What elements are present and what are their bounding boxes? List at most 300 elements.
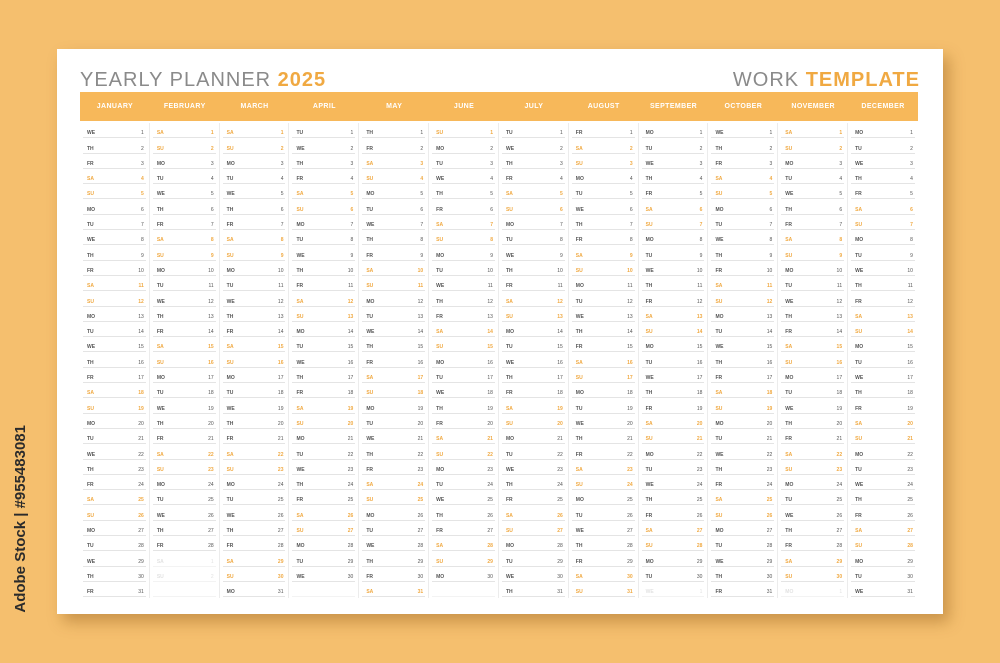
weekday-label: MO	[505, 543, 515, 550]
weekday-label: TU	[296, 451, 304, 458]
weekday-label: SA	[855, 313, 863, 320]
weekday-label: TU	[715, 222, 723, 229]
day-number: 31	[138, 589, 144, 596]
weekday-label: TH	[436, 191, 443, 198]
day-number: 8	[910, 237, 913, 244]
day-number: 28	[138, 543, 144, 550]
day-number: 8	[699, 237, 703, 244]
day-number: 30	[766, 573, 773, 580]
weekday-label: MO	[645, 237, 654, 244]
day-number: 14	[766, 329, 773, 336]
day-row	[851, 567, 915, 582]
day-number: 10	[277, 267, 284, 274]
weekday-label: SA	[436, 436, 444, 443]
weekday-label: TU	[87, 329, 94, 336]
day-number: 2	[210, 145, 214, 152]
day-row	[362, 460, 425, 475]
day-row	[292, 307, 355, 322]
day-row	[362, 184, 425, 199]
weekday-label: SU	[785, 359, 793, 366]
day-row	[223, 215, 286, 230]
day-number: 5	[769, 191, 773, 198]
day-row	[711, 138, 774, 153]
next-month-day-row	[642, 582, 705, 597]
weekday-label: WE	[785, 298, 794, 305]
day-number: 3	[560, 160, 563, 167]
day-number: 30	[277, 573, 284, 580]
day-row	[781, 184, 844, 199]
weekday-label: MO	[785, 375, 794, 382]
weekday-label: MO	[226, 267, 235, 274]
day-row	[292, 505, 355, 520]
day-row	[432, 490, 495, 505]
weekday-label: WE	[296, 145, 305, 152]
weekday-label: MO	[715, 528, 724, 535]
day-number: 8	[210, 237, 214, 244]
day-row	[292, 199, 355, 214]
day-number: 20	[347, 420, 354, 427]
day-number: 4	[699, 176, 703, 183]
day-number: 20	[208, 420, 214, 427]
day-row	[223, 352, 286, 367]
day-row	[83, 261, 146, 276]
day-row	[502, 291, 565, 306]
weekday-label: FR	[855, 191, 862, 198]
weekday-label: FR	[296, 497, 304, 504]
weekday-label: SA	[366, 160, 374, 167]
day-row	[362, 368, 425, 383]
day-row	[572, 199, 635, 214]
weekday-label: TU	[715, 543, 723, 550]
day-row	[223, 536, 286, 551]
weekday-label: TU	[366, 206, 373, 213]
month-column-march	[220, 123, 290, 598]
day-number: 22	[138, 451, 144, 458]
day-row	[781, 536, 844, 551]
day-row	[711, 322, 774, 337]
day-number: 24	[627, 482, 633, 489]
weekday-label: WE	[436, 176, 445, 183]
weekday-label: FR	[715, 482, 723, 489]
day-number: 24	[696, 482, 703, 489]
day-number: 10	[557, 267, 563, 274]
day-row	[711, 307, 774, 322]
day-number: 30	[487, 573, 493, 580]
weekday-label: TU	[575, 191, 583, 198]
weekday-label: TH	[366, 130, 373, 137]
weekday-label: SA	[645, 206, 653, 213]
weekday-label: SA	[645, 420, 653, 427]
day-row	[711, 551, 774, 566]
weekday-label: WE	[436, 390, 445, 397]
weekday-label: TU	[296, 344, 304, 351]
weekday-label: SU	[645, 543, 653, 550]
weekday-label: MO	[715, 313, 724, 320]
weekday-label: TH	[505, 267, 513, 274]
weekday-label: MO	[575, 283, 584, 290]
weekday-label: MO	[855, 558, 864, 565]
day-number: 29	[557, 558, 563, 565]
day-number: 9	[910, 252, 913, 259]
day-row	[711, 521, 774, 536]
day-number: 19	[347, 405, 354, 412]
day-number: 25	[138, 497, 144, 504]
day-row	[502, 536, 565, 551]
day-number: 29	[627, 558, 633, 565]
weekday-label: MO	[785, 160, 794, 167]
day-number: 19	[277, 405, 284, 412]
day-row	[642, 261, 705, 276]
weekday-label: SA	[645, 313, 653, 320]
weekday-label: SA	[785, 344, 793, 351]
day-row	[153, 490, 216, 505]
day-row	[432, 261, 495, 276]
weekday-label: WE	[296, 359, 305, 366]
day-number: 11	[278, 283, 284, 290]
weekday-label: SA	[156, 237, 164, 244]
day-row	[642, 567, 705, 582]
day-number: 29	[277, 558, 284, 565]
day-number: 19	[907, 405, 913, 412]
day-number: 13	[836, 313, 843, 320]
weekday-label: SA	[296, 512, 304, 519]
day-row	[83, 184, 146, 199]
day-row	[781, 307, 844, 322]
day-row	[781, 567, 844, 582]
day-number: 12	[487, 298, 493, 305]
weekday-label: SU	[87, 191, 94, 198]
weekday-label: TH	[505, 589, 513, 596]
day-row	[502, 261, 565, 276]
day-number: 5	[210, 191, 214, 198]
day-number: 23	[907, 466, 913, 473]
weekday-label: TU	[296, 237, 304, 244]
month-column-february	[150, 123, 220, 598]
weekday-label: FR	[156, 329, 164, 336]
day-row	[502, 368, 565, 383]
month-header-march: MARCH	[240, 103, 269, 110]
weekday-label: FR	[715, 589, 723, 596]
day-number: 1	[210, 130, 214, 137]
weekday-label: TH	[785, 206, 792, 213]
day-number: 20	[907, 420, 913, 427]
day-number: 4	[560, 176, 563, 183]
day-row	[153, 536, 216, 551]
day-number: 23	[627, 466, 633, 473]
day-number: 2	[210, 573, 214, 580]
day-row	[572, 138, 635, 153]
day-number: 27	[766, 528, 773, 535]
weekday-label: SA	[785, 558, 793, 565]
day-number: 6	[420, 206, 424, 213]
day-number: 11	[557, 283, 563, 290]
day-number: 16	[347, 359, 354, 366]
day-row	[432, 215, 495, 230]
weekday-label: TH	[855, 390, 862, 397]
weekday-label: WE	[366, 436, 375, 443]
day-row	[83, 199, 146, 214]
empty-row	[432, 582, 495, 597]
day-row	[851, 505, 915, 520]
weekday-label: SA	[855, 206, 863, 213]
weekday-label: MO	[156, 482, 165, 489]
weekday-label: WE	[645, 160, 654, 167]
day-number: 24	[347, 482, 354, 489]
day-row	[223, 475, 286, 490]
day-number: 25	[557, 497, 563, 504]
day-number: 29	[696, 558, 703, 565]
weekday-label: TU	[226, 176, 234, 183]
day-number: 30	[696, 573, 703, 580]
day-number: 17	[627, 375, 633, 382]
day-number: 20	[138, 420, 144, 427]
day-number: 17	[487, 375, 493, 382]
day-number: 18	[836, 390, 843, 397]
weekday-label: SA	[436, 543, 444, 550]
day-number: 18	[766, 390, 773, 397]
day-row	[711, 460, 774, 475]
day-row	[83, 352, 146, 367]
day-number: 13	[696, 313, 703, 320]
day-row	[642, 337, 705, 352]
day-number: 2	[560, 145, 563, 152]
weekday-label: SU	[505, 313, 513, 320]
day-number: 3	[420, 160, 424, 167]
day-row	[711, 582, 774, 597]
weekday-label: TU	[436, 375, 443, 382]
day-number: 8	[141, 237, 144, 244]
day-row	[711, 368, 774, 383]
weekday-label: TH	[366, 558, 373, 565]
day-row	[362, 169, 425, 184]
day-row	[781, 169, 844, 184]
day-row	[711, 169, 774, 184]
weekday-label: TH	[296, 375, 304, 382]
day-row	[223, 291, 286, 306]
weekday-label: TH	[296, 160, 304, 167]
day-number: 27	[696, 528, 703, 535]
day-row	[292, 184, 355, 199]
day-number: 14	[417, 329, 424, 336]
day-number: 30	[836, 573, 843, 580]
weekday-label: FR	[575, 344, 583, 351]
weekday-label: TU	[226, 497, 234, 504]
day-row	[153, 138, 216, 153]
day-number: 11	[907, 283, 913, 290]
day-number: 27	[138, 528, 144, 535]
day-number: 12	[696, 298, 703, 305]
day-number: 2	[490, 145, 493, 152]
weekday-label: FR	[505, 390, 513, 397]
day-number: 7	[141, 222, 144, 229]
day-row	[292, 322, 355, 337]
weekday-label: TU	[855, 359, 862, 366]
day-number: 16	[487, 359, 493, 366]
day-number: 21	[208, 436, 214, 443]
weekday-label: SU	[226, 466, 234, 473]
day-number: 21	[766, 436, 773, 443]
day-row	[362, 337, 425, 352]
day-number: 1	[141, 130, 144, 137]
day-number: 29	[417, 558, 424, 565]
weekday-label: TU	[156, 497, 164, 504]
day-number: 23	[696, 466, 703, 473]
day-row	[781, 460, 844, 475]
day-row	[292, 398, 355, 413]
day-number: 25	[487, 497, 493, 504]
day-number: 28	[766, 543, 773, 550]
weekday-label: TH	[156, 420, 164, 427]
weekday-label: SA	[156, 344, 164, 351]
weekday-label: FR	[366, 252, 373, 259]
day-row	[711, 414, 774, 429]
weekday-label: FR	[505, 497, 513, 504]
day-row	[572, 414, 635, 429]
weekday-label: SU	[366, 497, 374, 504]
day-row	[153, 215, 216, 230]
weekday-label: FR	[436, 420, 443, 427]
weekday-label: MO	[855, 344, 864, 351]
day-number: 15	[627, 344, 633, 351]
day-number: 10	[766, 267, 773, 274]
day-number: 10	[696, 267, 703, 274]
day-row	[432, 551, 495, 566]
day-number: 17	[417, 375, 424, 382]
weekday-label: MO	[436, 252, 445, 259]
month-header-may: MAY	[386, 103, 403, 110]
day-row	[432, 245, 495, 260]
weekday-label: MO	[296, 329, 305, 336]
day-number: 16	[208, 359, 214, 366]
day-number: 1	[420, 130, 424, 137]
day-number: 28	[907, 543, 913, 550]
day-row	[642, 414, 705, 429]
day-row	[83, 307, 146, 322]
day-row	[781, 398, 844, 413]
day-row	[362, 245, 425, 260]
day-number: 5	[839, 191, 843, 198]
weekday-label: TH	[785, 528, 792, 535]
day-row	[83, 414, 146, 429]
month-header-april: APRIL	[312, 103, 336, 110]
weekday-label: WE	[715, 451, 724, 458]
day-number: 27	[487, 528, 493, 535]
day-row	[223, 551, 286, 566]
day-number: 1	[699, 589, 703, 596]
day-number: 2	[629, 145, 633, 152]
day-number: 18	[696, 390, 703, 397]
day-number: 7	[420, 222, 424, 229]
weekday-label: TU	[226, 390, 234, 397]
day-row	[851, 245, 915, 260]
day-row	[572, 307, 635, 322]
day-number: 21	[417, 436, 424, 443]
day-row	[83, 169, 146, 184]
weekday-label: TU	[296, 130, 304, 137]
day-number: 1	[839, 589, 843, 596]
day-row	[292, 230, 355, 245]
weekday-label: TH	[226, 528, 234, 535]
day-number: 28	[836, 543, 843, 550]
weekday-label: FR	[366, 466, 373, 473]
day-number: 9	[560, 252, 563, 259]
weekday-label: SA	[156, 558, 164, 565]
day-number: 6	[280, 206, 284, 213]
weekday-label: SU	[575, 589, 583, 596]
day-number: 7	[280, 222, 284, 229]
weekday-label: TH	[715, 359, 723, 366]
day-row	[851, 368, 915, 383]
day-row	[362, 261, 425, 276]
day-row	[781, 551, 844, 566]
weekday-label: TH	[715, 466, 723, 473]
weekday-label: MO	[226, 375, 235, 382]
day-row	[83, 551, 146, 566]
day-row	[223, 154, 286, 169]
day-number: 5	[910, 191, 913, 198]
day-number: 26	[138, 512, 144, 519]
day-number: 14	[138, 329, 144, 336]
day-row	[153, 398, 216, 413]
weekday-label: TH	[645, 283, 653, 290]
day-row	[572, 352, 635, 367]
weekday-label: WE	[296, 573, 305, 580]
day-number: 14	[277, 329, 284, 336]
day-row	[781, 138, 844, 153]
day-number: 17	[766, 375, 773, 382]
day-row	[432, 505, 495, 520]
day-number: 4	[350, 176, 354, 183]
day-row	[362, 521, 425, 536]
day-row	[781, 199, 844, 214]
day-row	[711, 245, 774, 260]
day-row	[83, 521, 146, 536]
day-number: 11	[417, 283, 424, 290]
day-row	[292, 368, 355, 383]
day-number: 22	[347, 451, 354, 458]
day-number: 23	[557, 466, 563, 473]
day-number: 7	[629, 222, 633, 229]
day-number: 19	[138, 405, 144, 412]
weekday-label: MO	[226, 589, 235, 596]
day-row	[362, 505, 425, 520]
day-number: 12	[208, 298, 214, 305]
weekday-label: WE	[575, 313, 584, 320]
day-row	[851, 184, 915, 199]
day-row	[83, 490, 146, 505]
day-row	[642, 444, 705, 459]
day-row	[642, 536, 705, 551]
day-number: 9	[699, 252, 703, 259]
day-row	[502, 429, 565, 444]
day-row	[362, 215, 425, 230]
day-row	[432, 352, 495, 367]
weekday-label: SU	[226, 359, 234, 366]
weekday-label: TH	[575, 222, 583, 229]
day-row	[83, 398, 146, 413]
weekday-label: FR	[156, 543, 164, 550]
day-number: 4	[490, 176, 493, 183]
day-row	[781, 276, 844, 291]
weekday-label: TH	[156, 313, 164, 320]
day-number: 10	[138, 267, 144, 274]
day-row	[153, 368, 216, 383]
day-number: 27	[277, 528, 284, 535]
day-row	[292, 490, 355, 505]
day-number: 5	[629, 191, 633, 198]
weekday-label: FR	[436, 528, 443, 535]
day-row	[711, 352, 774, 367]
